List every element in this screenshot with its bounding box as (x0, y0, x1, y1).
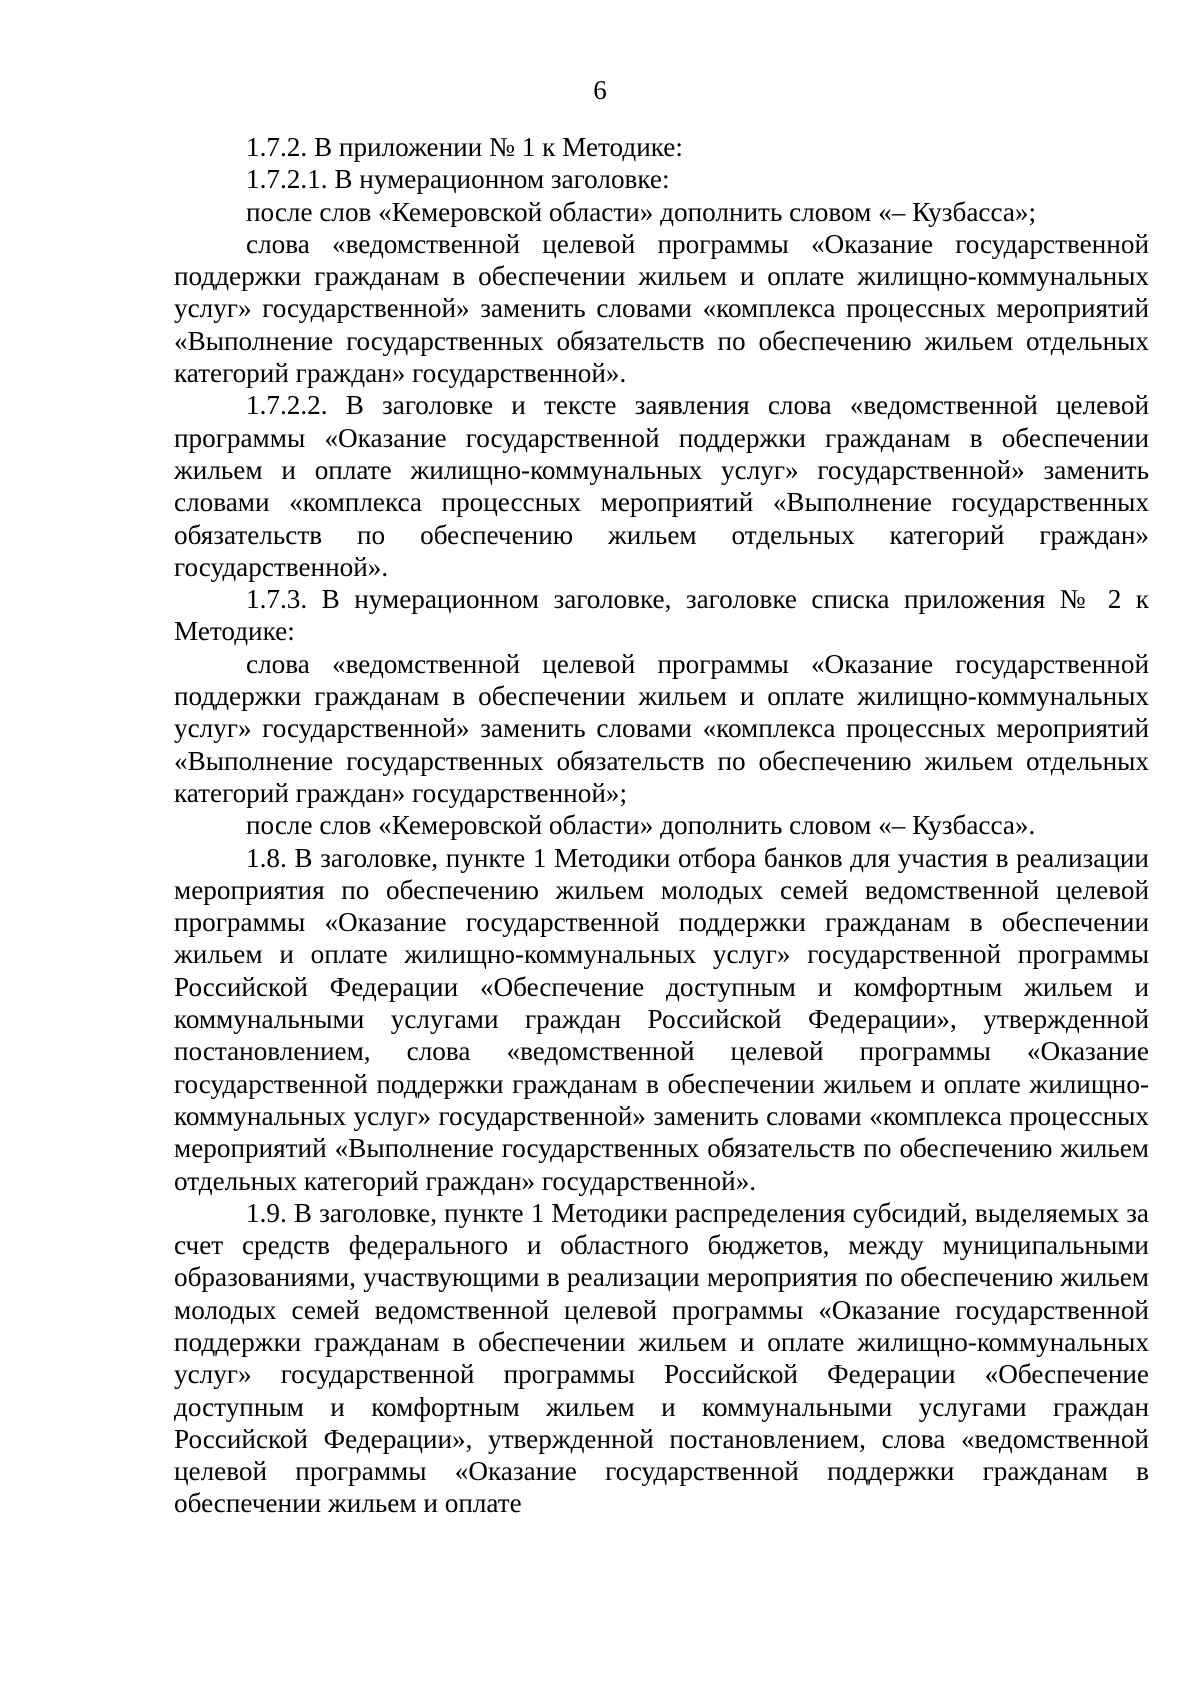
paragraph-1-7-3: 1.7.3. В нумерационном заголовке, заголовке списка приложения № 2 к Методике: (174, 584, 1149, 647)
page-number: 6 (593, 75, 607, 105)
paragraph-1-9: 1.9. В заголовке, пункте 1 Методики распределения субсидий, выделяемых за счет средств федерального и областного бюджетов, между муниципальными образованиями, участвующими в реализации мероприятия по обеспечению жильем молодых семей ведомственной целевой программы «Оказание государственной поддержки гражданам в обеспечении жильем и оплате жилищно-коммунальных услуг» государственной программы Российской Федерации «Обеспечение доступным и комфортным жильем и коммунальными услугами граждан Российской Федерации», утвержденной постановлением, слова «ведомственной целевой программы «Оказание государственной поддержки гражданам в обеспечении жильем и оплате (174, 1197, 1149, 1519)
paragraph-replace-words-1: слова «ведомственной целевой программы «Оказание государственной поддержки гражданам в обеспечении жильем и оплате жилищно-коммунальных услуг» государственной» заменить словами «комплекса процессных мероприятий «Выполнение государственных обязательств по обеспечению жильем отдельных категорий граждан» государственной». (174, 228, 1149, 389)
paragraph-replace-words-2: слова «ведомственной целевой программы «Оказание государственной поддержки гражданам в обеспечении жильем и оплате жилищно-коммунальных услуг» государственной» заменить словами «комплекса процессных мероприятий «Выполнение государственных обязательств по обеспечению жильем отдельных категорий граждан» государственной»; (174, 648, 1149, 808)
paragraph-1-8: 1.8. В заголовке, пункте 1 Методики отбора банков для участия в реализации мероприятия по обеспечению жильем молодых семей ведомственной целевой программы «Оказание государственной поддержки гражданам в обеспечении жильем и оплате жилищно-коммунальных услуг» государственной программы Российской Федерации «Обеспечение доступным и комфортным жильем и коммунальными услугами граждан Российской Федерации», утвержденной постановлением, слова «ведомственной целевой программы «Оказание государственной поддержки гражданам в обеспечении жильем и оплате жилищно-коммунальных услуг» государственной» заменить словами «комплекса процессных мероприятий «Выполнение государственных обязательств по обеспечению жильем отдельных категорий граждан» государственной». (174, 842, 1149, 1196)
document-body (174, 131, 1149, 1520)
paragraph-1-7-2-2: 1.7.2.2. В заголовке и тексте заявления слова «ведомственной целевой программы «Оказание государственной поддержки гражданам в обеспечении жильем и оплате жилищно-коммунальных услуг» государственной» заменить словами «комплекса процессных мероприятий «Выполнение государственных обязательств по обеспечению жильем отдельных категорий граждан» государственной». (174, 390, 1149, 582)
paragraph-1-7-2-1: 1.7.2.1. В нумерационном заголовке: (246, 164, 670, 195)
paragraph-add-kuzbass-2: после слов «Кемеровской области» дополнить словом «– Кузбасса». (246, 810, 1036, 841)
paragraph-add-kuzbass-1: после слов «Кемеровской области» дополнить словом «– Кузбасса»; (246, 196, 1037, 227)
paragraph-1-7-2: 1.7.2. В приложении № 1 к Методике: (246, 132, 683, 162)
